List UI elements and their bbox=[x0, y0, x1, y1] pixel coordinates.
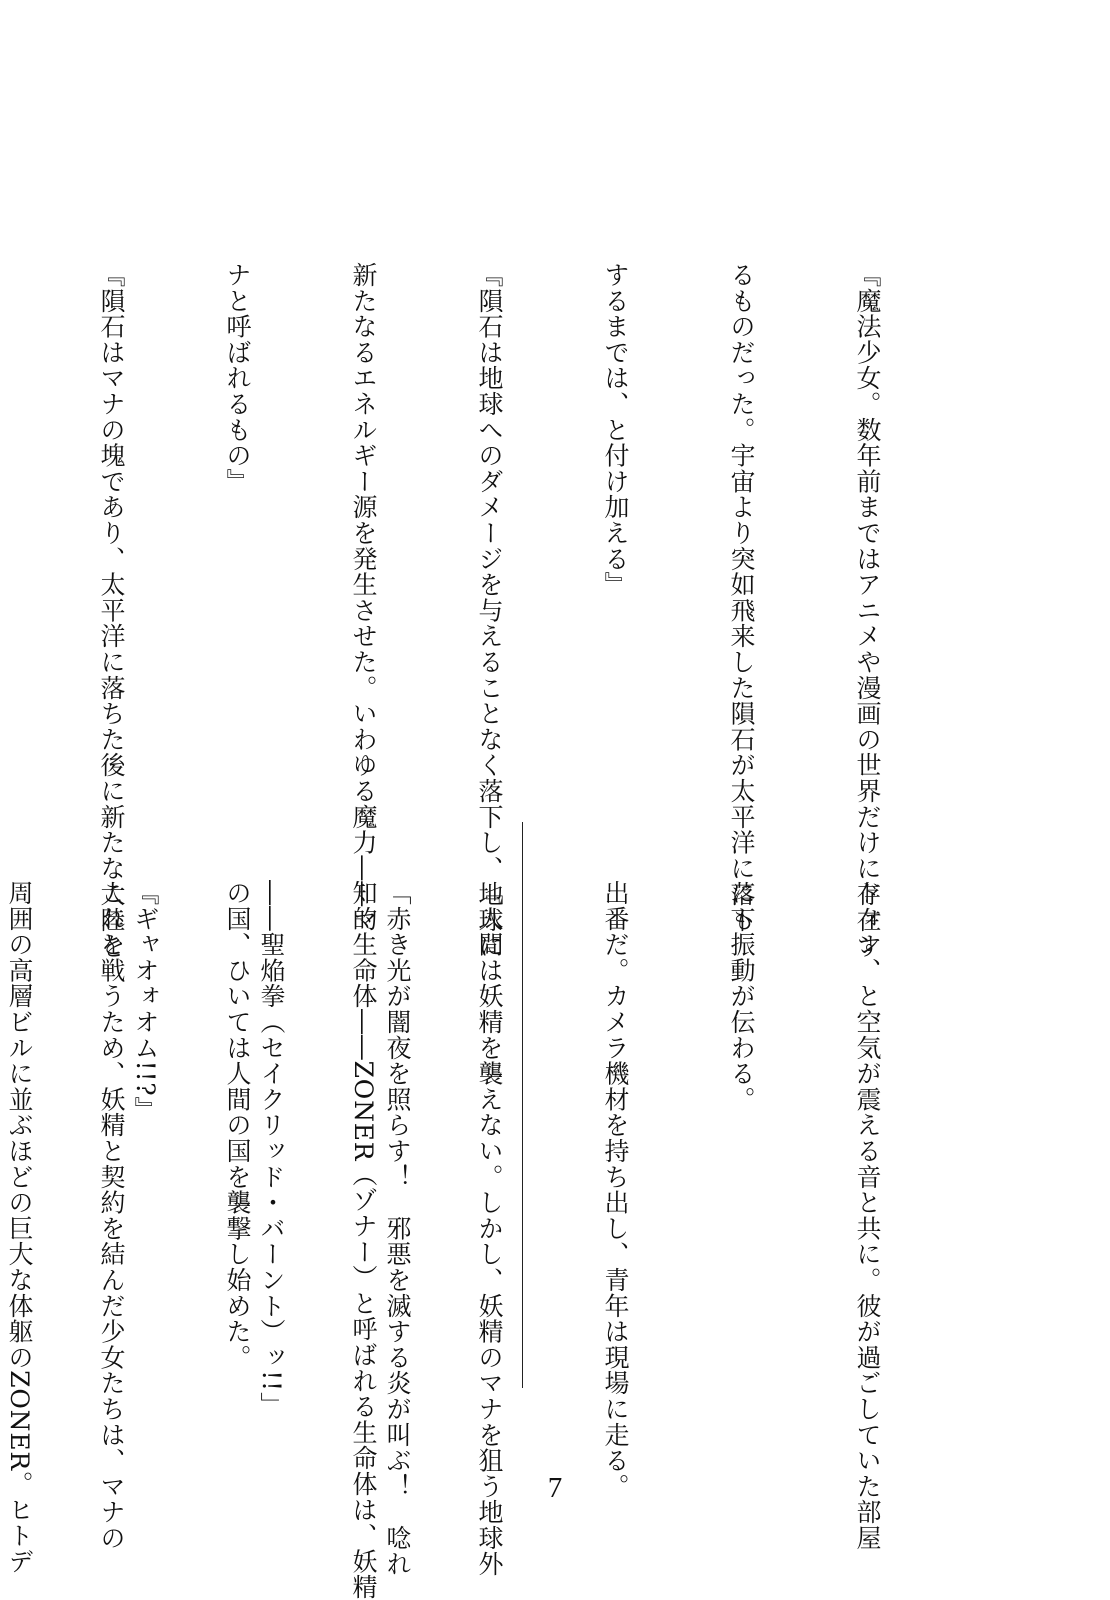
text-line: ナと呼ばれるもの』 bbox=[223, 262, 252, 495]
text-line: 『隕石はマナの塊であり、太平洋に落ちた後に新たな大陸を bbox=[97, 262, 126, 959]
text-line: ドォン、と空気が震える音と共に。彼が過ごしていた部屋 bbox=[853, 880, 882, 1551]
text-line: 「赤き光が闇夜を照らす！ 邪悪を滅する炎が叫ぶ！ 唸れ bbox=[383, 880, 412, 1577]
bottom-left-text-block bbox=[0, 880, 502, 1600]
text-line: これと戦うため、妖精と契約を結んだ少女たちは、マナの bbox=[97, 880, 126, 1551]
text-line: 『隕石は地球へのダメージを与えることなく落下し、地球に bbox=[475, 262, 504, 959]
top-text-block bbox=[0, 262, 972, 959]
text-line: るものだった。宇宙より突如飛来した隕石が太平洋に落下 bbox=[727, 262, 756, 933]
text-line: にも振動が伝わる。 bbox=[727, 880, 756, 1113]
text-line: するまでは、と付け加える』 bbox=[601, 262, 630, 598]
text-line: 『人間は妖精を襲えない。しかし、妖精のマナを狙う地球外 bbox=[475, 880, 504, 1577]
text-line: 周囲の高層ビルに並ぶほどの巨大な体躯のZONER。ヒトデ bbox=[5, 880, 34, 1575]
text-line: ――聖焔拳（セイクリッド・バーント）ッ!!」 bbox=[257, 880, 286, 1418]
text-line: 出番だ。カメラ機材を持ち出し、青年は現場に走る。 bbox=[601, 880, 630, 1500]
section-divider bbox=[522, 822, 523, 1388]
text-line: 『ギャオォオム!!?』 bbox=[131, 880, 160, 1123]
text-line: 『魔法少女。数年前まではアニメや漫画の世界だけに存在す bbox=[853, 262, 882, 959]
text-line: の国、ひいては人間の国を襲撃し始めた。 bbox=[223, 880, 252, 1371]
page-number: 7 bbox=[547, 1472, 563, 1504]
text-line bbox=[0, 262, 6, 822]
text-line: 新たなるエネルギー源を発生させた。いわゆる魔力――マ bbox=[349, 262, 378, 933]
text-line: 知的生命体――ZONER（ゾナー）と呼ばれる生命体は、妖精 bbox=[349, 880, 378, 1600]
